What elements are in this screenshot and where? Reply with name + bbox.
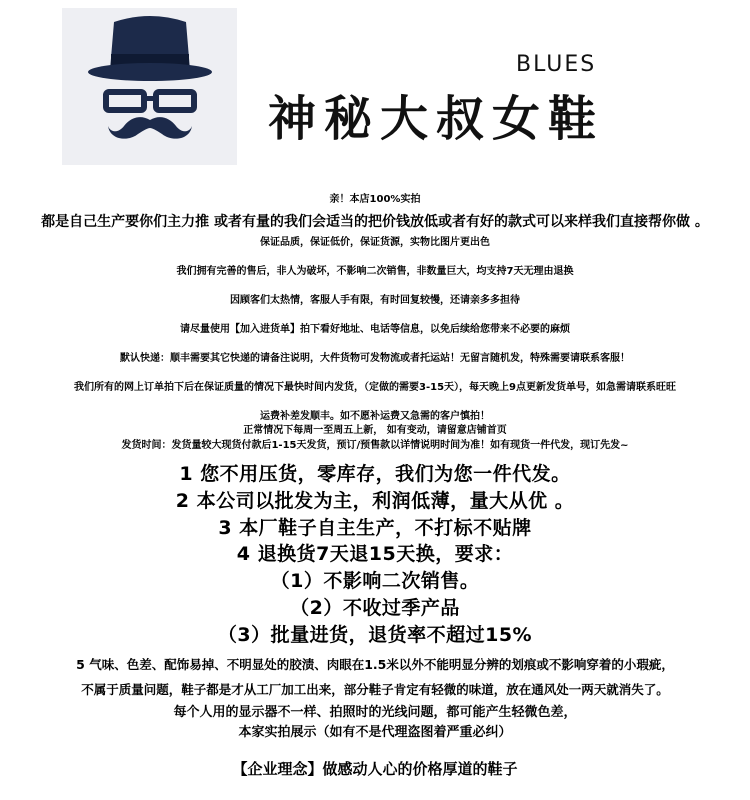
intro-text: 亲！本店100%实拍 (329, 194, 421, 205)
policy-4a: （1）不影响二次销售。 (270, 570, 480, 592)
brand-english-name: BLUES (516, 52, 597, 77)
aftersales-text: 我们拥有完善的售后，非人为破坏，不影响二次销售，非数量巨大，均支持7天无理由退换 (176, 266, 574, 277)
brand-logo (62, 8, 237, 165)
policy-4b: （2）不收过季产品 (290, 597, 460, 619)
policy-4c: （3）批量进货，退货率不超过15% (217, 624, 533, 646)
display-note: 每个人用的显示器不一样、拍照时的光线问题，都可能产生轻微色差， (173, 705, 577, 720)
busy-notice-text: 因顾客们太热情，客服人手有限，有时回复较慢，还请亲多多担待 (230, 295, 520, 306)
delivery-text: 发货时间：发货量较大现货付款后1-15天发货，预订/预售款以详情说明时间为准！如有现货一件代发，现订先发~ (121, 440, 629, 451)
policy-1: 1 您不用压货，零库存，我们为您一件代发。 (179, 463, 571, 485)
policy-4: 4 退换货7天退15天换，要求： (236, 543, 514, 565)
order-tip-text: 请尽量使用【加入进货单】拍下看好地址、电话等信息，以免后续给您带来不必要的麻烦 (180, 324, 570, 335)
real-photo-note: 本家实拍展示（如有不是代理盗图着严重必纠） (238, 725, 512, 740)
brand-chinese-name: 神秘大叔女鞋 (268, 91, 605, 147)
update-text: 正常情况下每周一至周五上新， 如有变动，请留意店铺首页 (243, 425, 507, 436)
guarantee-text: 保证品质，保证低价，保证货源，实物比图片更出色 (260, 237, 490, 248)
note-5-line-1: 5 气味、色差、配饰易掉、不明显处的胶渍、肉眼在1.5米以外不能明显分辨的划痕或不影响穿着的小瑕疵， (76, 657, 674, 672)
policy-2: 2 本公司以批发为主，利润低薄，量大从优 。 (175, 490, 575, 512)
policy-3: 3 本厂鞋子自主生产，不打标不贴牌 (218, 517, 532, 539)
company-motto: 【企业理念】做感动人心的价格厚道的鞋子 (232, 760, 518, 778)
shipping-text: 我们所有的网上订单拍下后在保证质量的情况下最快时间内发货，（定做的需要3-15天），每天晚上9点更新发货单号，如急需请联系旺旺 (74, 382, 676, 393)
freight-text: 运费补差发顺丰。如不愿补运费又急需的客户慎拍！ (260, 411, 490, 422)
hat-glasses-mustache-icon (62, 8, 237, 165)
express-text: 默认快递：顺丰需要其它快递的请备注说明，大件货物可发物流或者托运站！无留言随机发，特殊需要请联系客服！ (120, 353, 630, 364)
note-5-line-2: 不属于质量问题，鞋子都是才从工厂加工出来，部分鞋子肯定有轻微的味道，放在通风处一两天就消失了。 (81, 682, 669, 697)
headline-text: 都是自己生产要你们主力推 或者有量的我们会适当的把价钱放低或者有好的款式可以来样我们直接帮你做 。 (41, 214, 709, 230)
